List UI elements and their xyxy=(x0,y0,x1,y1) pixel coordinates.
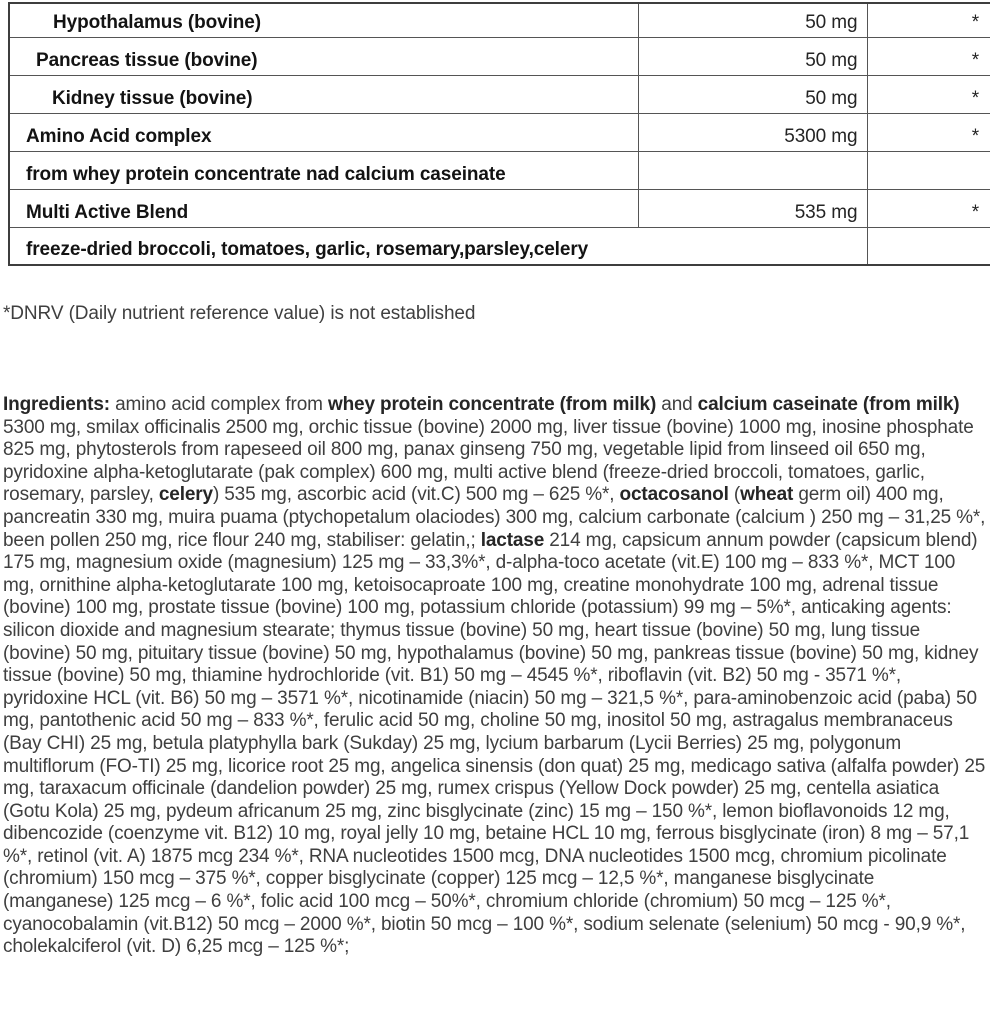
table-row xyxy=(9,227,990,265)
dnrv-cell: * xyxy=(867,3,990,37)
supplement-facts-table xyxy=(8,2,990,266)
amount-cell: 50 mg xyxy=(638,37,867,75)
dnrv-footnote: *DNRV (Daily nutrient reference value) is not established xyxy=(3,303,476,324)
dnrv-cell: * xyxy=(867,37,990,75)
amount-cell: 5300 mg xyxy=(638,113,867,151)
ingredient-name-cell: Multi Active Blend xyxy=(9,189,638,227)
dnrv-cell: * xyxy=(867,113,990,151)
table-row xyxy=(9,151,990,189)
dnrv-cell xyxy=(867,151,990,189)
ingredient-name-cell: from whey protein concentrate nad calcium caseinate xyxy=(9,151,638,189)
amount-cell: 50 mg xyxy=(638,3,867,37)
ingredients-paragraph: Ingredients: amino acid complex from whey protein concentrate (from milk) and calcium caseinate (from milk) 5300 mg, smilax officinalis 2500 mg, orchic tissue (bovine) 2000 mg, liver tissue (bovine) 1000 mg, inosine phosphate 825 mg, phytosterols from rapeseed oil 800 mg, panax ginseng 750 mg, vegetable lipid from linseed oil 650 mg, pyridoxine alpha-ketoglutarate (pak complex) 600 mg, multi active blend (freeze-dried broccoli, tomatoes, garlic, rosemary, parsley, celery) 535 mg, ascorbic acid (vit.C) 500 mg – 625 %*, octacosanol (wheat germ oil) 400 mg, pancreatin 330 mg, muira puama (ptychopetalum olaciodes) 300 mg, calcium carbonate (calcium ) 250 mg – 31,25 %*, been pollen 250 mg, rice flour 240 mg, stabiliser: gelatin,; lactase 214 mg, capsicum annum powder (capsicum blend) 175 mg, magnesium oxide (magnesium) 125 mg – 33,3%*, d-alpha-toco acetate (vit.E) 100 mg – 833 %*, MCT 100 mg, ornithine alpha-ketoglutarate 100 mg, ketoisocaproate 100 mg, creatine monohydrate 100 mg, adrenal tissue (bovine) 100 mg, prostate tissue (bovine) 100 mg, potassium chloride (potassium) 99 mg – 5%*, anticaking agents: silicon dioxide and magnesium stearate; thymus tissue (bovine) 50 mg, heart tissue (bovine) 50 mg, lung tissue (bovine) 50 mg, pituitary tissue (bovine) 50 mg, hypothalamus (bovine) 50 mg, pankreas tissue (bovine) 50 mg, kidney tissue (bovine) 50 mg, thiamine hydrochloride (vit. B1) 50 mg – 4545 %*, riboflavin (vit. B2) 50 mg - 3571 %*, pyridoxine HCL (vit. B6) 50 mg – 3571 %*, nicotinamide (niacin) 50 mg – 321,5 %*, para-aminobenzoic acid (paba) 50 mg, pantothenic acid 50 mg – 833 %*, ferulic acid 50 mg, choline 50 mg, inositol 50 mg, astragalus membranaceus (Bay CHI) 25 mg, betula platyphylla bark (Sukday) 25 mg, lycium barbarum (Lycii Berries) 25 mg, polygonum multiflorum (FO-TI) 25 mg, licorice root 25 mg, angelica sinensis (don quat) 25 mg, medicago sativa (alfalfa powder) 25 mg, taraxacum officinale (dandelion powder) 25 mg, rumex crispus (Yellow Dock powder) 25 mg, centella asiatica (Gotu Kola) 25 mg, pydeum africanum 25 mg, zinc bisglycinate (zinc) 15 mg – 150 %*, lemon bioflavonoids 12 mg, dibencozide (coenzyme vit. B12) 10 mg, royal jelly 10 mg, betaine HCL 10 mg, ferrous bisglycinate (iron) 8 mg – 57,1 %*, retinol (vit. A) 1875 mcg 234 %*, RNA nucleotides 1500 mcg, DNA nucleotides 1500 mcg, chromium picolinate (chromium) 150 mcg – 375 %*, copper bisglycinate (copper) 125 mcg – 12,5 %*, manganese bisglycinate (manganese) 125 mcg – 6 %*, folic acid 100 mcg – 50%*, chromium chloride (chromium) 50 mcg – 125 %*, cyanocobalamin (vit.B12) 50 mcg – 2000 %*, biotin 50 mcg – 100 %*, sodium selenate (selenium) 50 mcg - 90,9 %*, cholekalciferol (vit. D) 6,25 mcg – 125 %*; xyxy=(3,394,986,958)
ingredient-name-cell: Amino Acid complex xyxy=(9,113,638,151)
dnrv-cell: * xyxy=(867,189,990,227)
ingredient-name-cell: Pancreas tissue (bovine) xyxy=(9,37,638,75)
dnrv-cell xyxy=(867,227,990,265)
table-row xyxy=(9,189,990,227)
table-row xyxy=(9,37,990,75)
table-row xyxy=(9,113,990,151)
ingredient-name-cell: freeze-dried broccoli, tomatoes, garlic, rosemary,parsley,celery xyxy=(9,227,867,265)
dnrv-cell: * xyxy=(867,75,990,113)
amount-cell: 535 mg xyxy=(638,189,867,227)
ingredient-name-cell: Hypothalamus (bovine) xyxy=(9,3,638,37)
amount-cell xyxy=(638,151,867,189)
ingredient-name-cell: Kidney tissue (bovine) xyxy=(9,75,638,113)
table-row xyxy=(9,3,990,37)
amount-cell: 50 mg xyxy=(638,75,867,113)
table-row xyxy=(9,75,990,113)
